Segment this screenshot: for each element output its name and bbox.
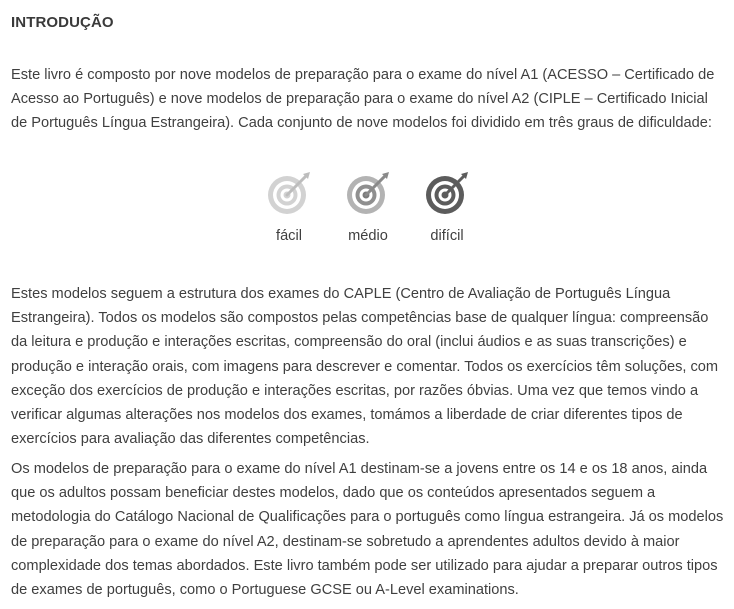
difficulty-levels xyxy=(11,170,727,260)
target-medium-icon xyxy=(345,170,391,216)
intro-paragraph: Este livro é composto por nove modelos de preparação para o exame do nível A1 (ACESSO – Certificado de Acesso ao Português) e nove modelos de preparação para o exame do nível A2 (CIPLE – Certificado Inicial de Português Língua Estrangeira). Cada conjunto de nove modelos foi dividido em três graus de dificuldade: xyxy=(11,67,715,132)
level-hard xyxy=(412,170,482,244)
level-easy xyxy=(254,170,324,244)
section-heading: INTRODUÇÃO xyxy=(11,14,114,31)
audience-paragraph: Os modelos de preparação para o exame do nível A1 destinam-se a jovens entre os 14 e os 18 anos, ainda que os adultos possam beneficiar destes modelos, dado que os conteúdos apresentados seguem a metodologia do Catálogo Nacional de Qualificações para o português como língua estrangeira. Já os modelos de preparação para o exame do nível A2, destinam-se sobretudo a aprendentes adultos devido à maior complexidade dos temas abordados. Este livro também pode ser utilizado para ajudar a preparar outros tipos de exames de português, como o Portuguese GCSE ou A-Level examinations. xyxy=(11,461,724,599)
target-easy-icon xyxy=(266,170,312,216)
level-label-medium: médio xyxy=(348,228,388,244)
level-label-easy: fácil xyxy=(276,228,302,244)
level-medium xyxy=(333,170,403,244)
structure-paragraph: Estes modelos seguem a estrutura dos exames do CAPLE (Centro de Avaliação de Português Língua Estrangeira). Todos os modelos são compostos pelas competências base de qualquer língua: compreensão da leitura e produção e interações escritas, compreensão do oral (inclui áudios e as suas transcrições) e produção e interação orais, com imagens para descrever e comentar. Todos os exercícios têm soluções, com exceção dos exercícios de produção e interações escritas, por razões óbvias. Uma vez que temos vindo a verificar algumas alterações nos modelos dos exames, tomámos a liberdade de criar diferentes tipos de exercícios para avaliação das diferentes competências. xyxy=(11,286,719,448)
target-hard-icon xyxy=(424,170,470,216)
level-label-hard: difícil xyxy=(430,228,464,244)
